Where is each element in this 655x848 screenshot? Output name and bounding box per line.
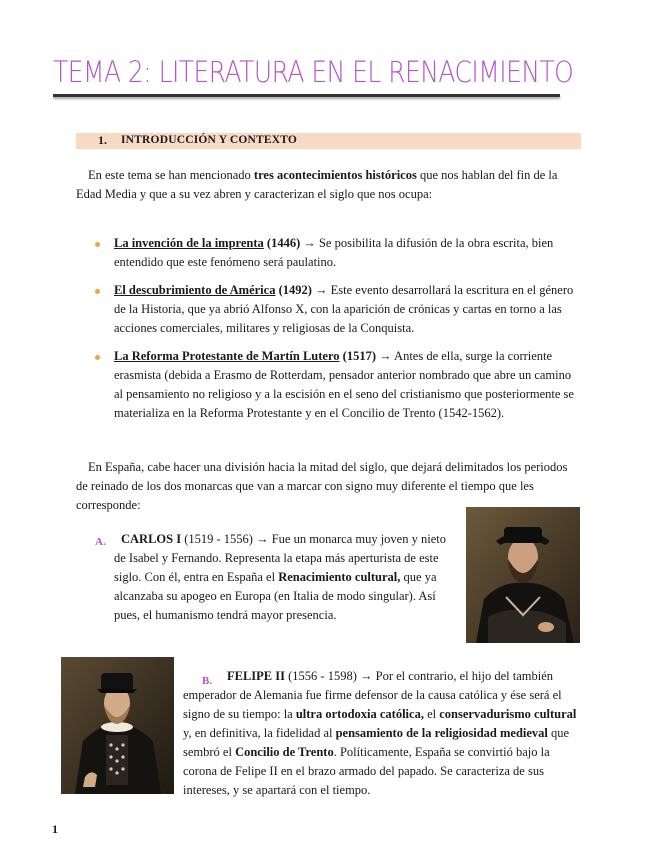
page-title: TEMA 2: LITERATURA EN EL RENACIMIENTO [53,55,574,89]
section-number: 1. [98,133,107,147]
felipe-paragraph: FELIPE II (1556 - 1598) → Por el contrario, el hijo del también emperador de Alemania fue firme defensor de la causa católica y ése será el signo de su tiempo: la ultra ortodoxia católica, el conservadurismo cultural y, en definitiva, la fidelidad al pensamiento de la religiosidad medieval que sembró el Concilio de Trento. Políticamente, España se convirtió bajo la corona de Felipe II en el brazo armado del papado. Se caracteriza de sus intereses, y se apartará con el tiempo. [183,669,577,797]
intro-paragraph: En este tema se han mencionado tres acontecimientos históricos que nos hablan del fin de la Edad Media y que a su vez abren y caracterizan el siglo que nos ocupa: [76,168,558,201]
bullet-reforma: La Reforma Protestante de Martín Lutero (1517) → Antes de ella, surge la corriente erasmista (debida a Erasmo de Rotterdam, pensador anterior nombrado que abre un camino al pensamiento no religioso y a la escisión en el seno del cristianismo que posteriormente se materializa en la Reforma Protestante y en el Concilio de Trento (1542-1562). [114,349,574,420]
spain-paragraph: En España, cabe hacer una división hacia la mitad del siglo, que dejará delimitados los periodos de reinado de los dos monarcas que van a marcar con signo muy diferente el tiempo que les corresponde: [76,460,568,512]
bullet-imprenta: La invención de la imprenta (1446) → Se posibilita la difusión de la obra escrita, bien entendido que este fenómeno será paulatino. [114,236,554,269]
portrait-felipe-image [61,657,174,794]
list-letter-a: A. [95,536,106,548]
list-letter-b: B. [202,675,213,687]
title-underline [53,94,560,97]
page-number: 1 [52,822,58,836]
section-title: INTRODUCCIÓN Y CONTEXTO [121,134,298,146]
bullet-america: El descubrimiento de América (1492) → Este evento desarrollará la escritura en el género de la Historia, que ya abrió Alfonso X, con la aparición de crónicas y cartas en torno a las acciones comerciales, militares y religiosas de la Conquista. [114,283,574,335]
carlos-paragraph: CARLOS I (1519 - 1556) → Fue un monarca muy joven y nieto de Isabel y Fernando. Representa la etapa más aperturista de este siglo. Con él, entra en España el Renacimiento cultural, que ya alcanzaba su apogeo en Europa (en Italia de modo singular). Así pues, el humanismo tendrá mayor presencia. [114,532,446,622]
portrait-carlos-image [466,507,580,643]
bullet-dot [95,289,100,294]
section-heading [76,133,581,149]
bullet-dot [95,242,100,247]
bullet-dot [95,355,100,360]
